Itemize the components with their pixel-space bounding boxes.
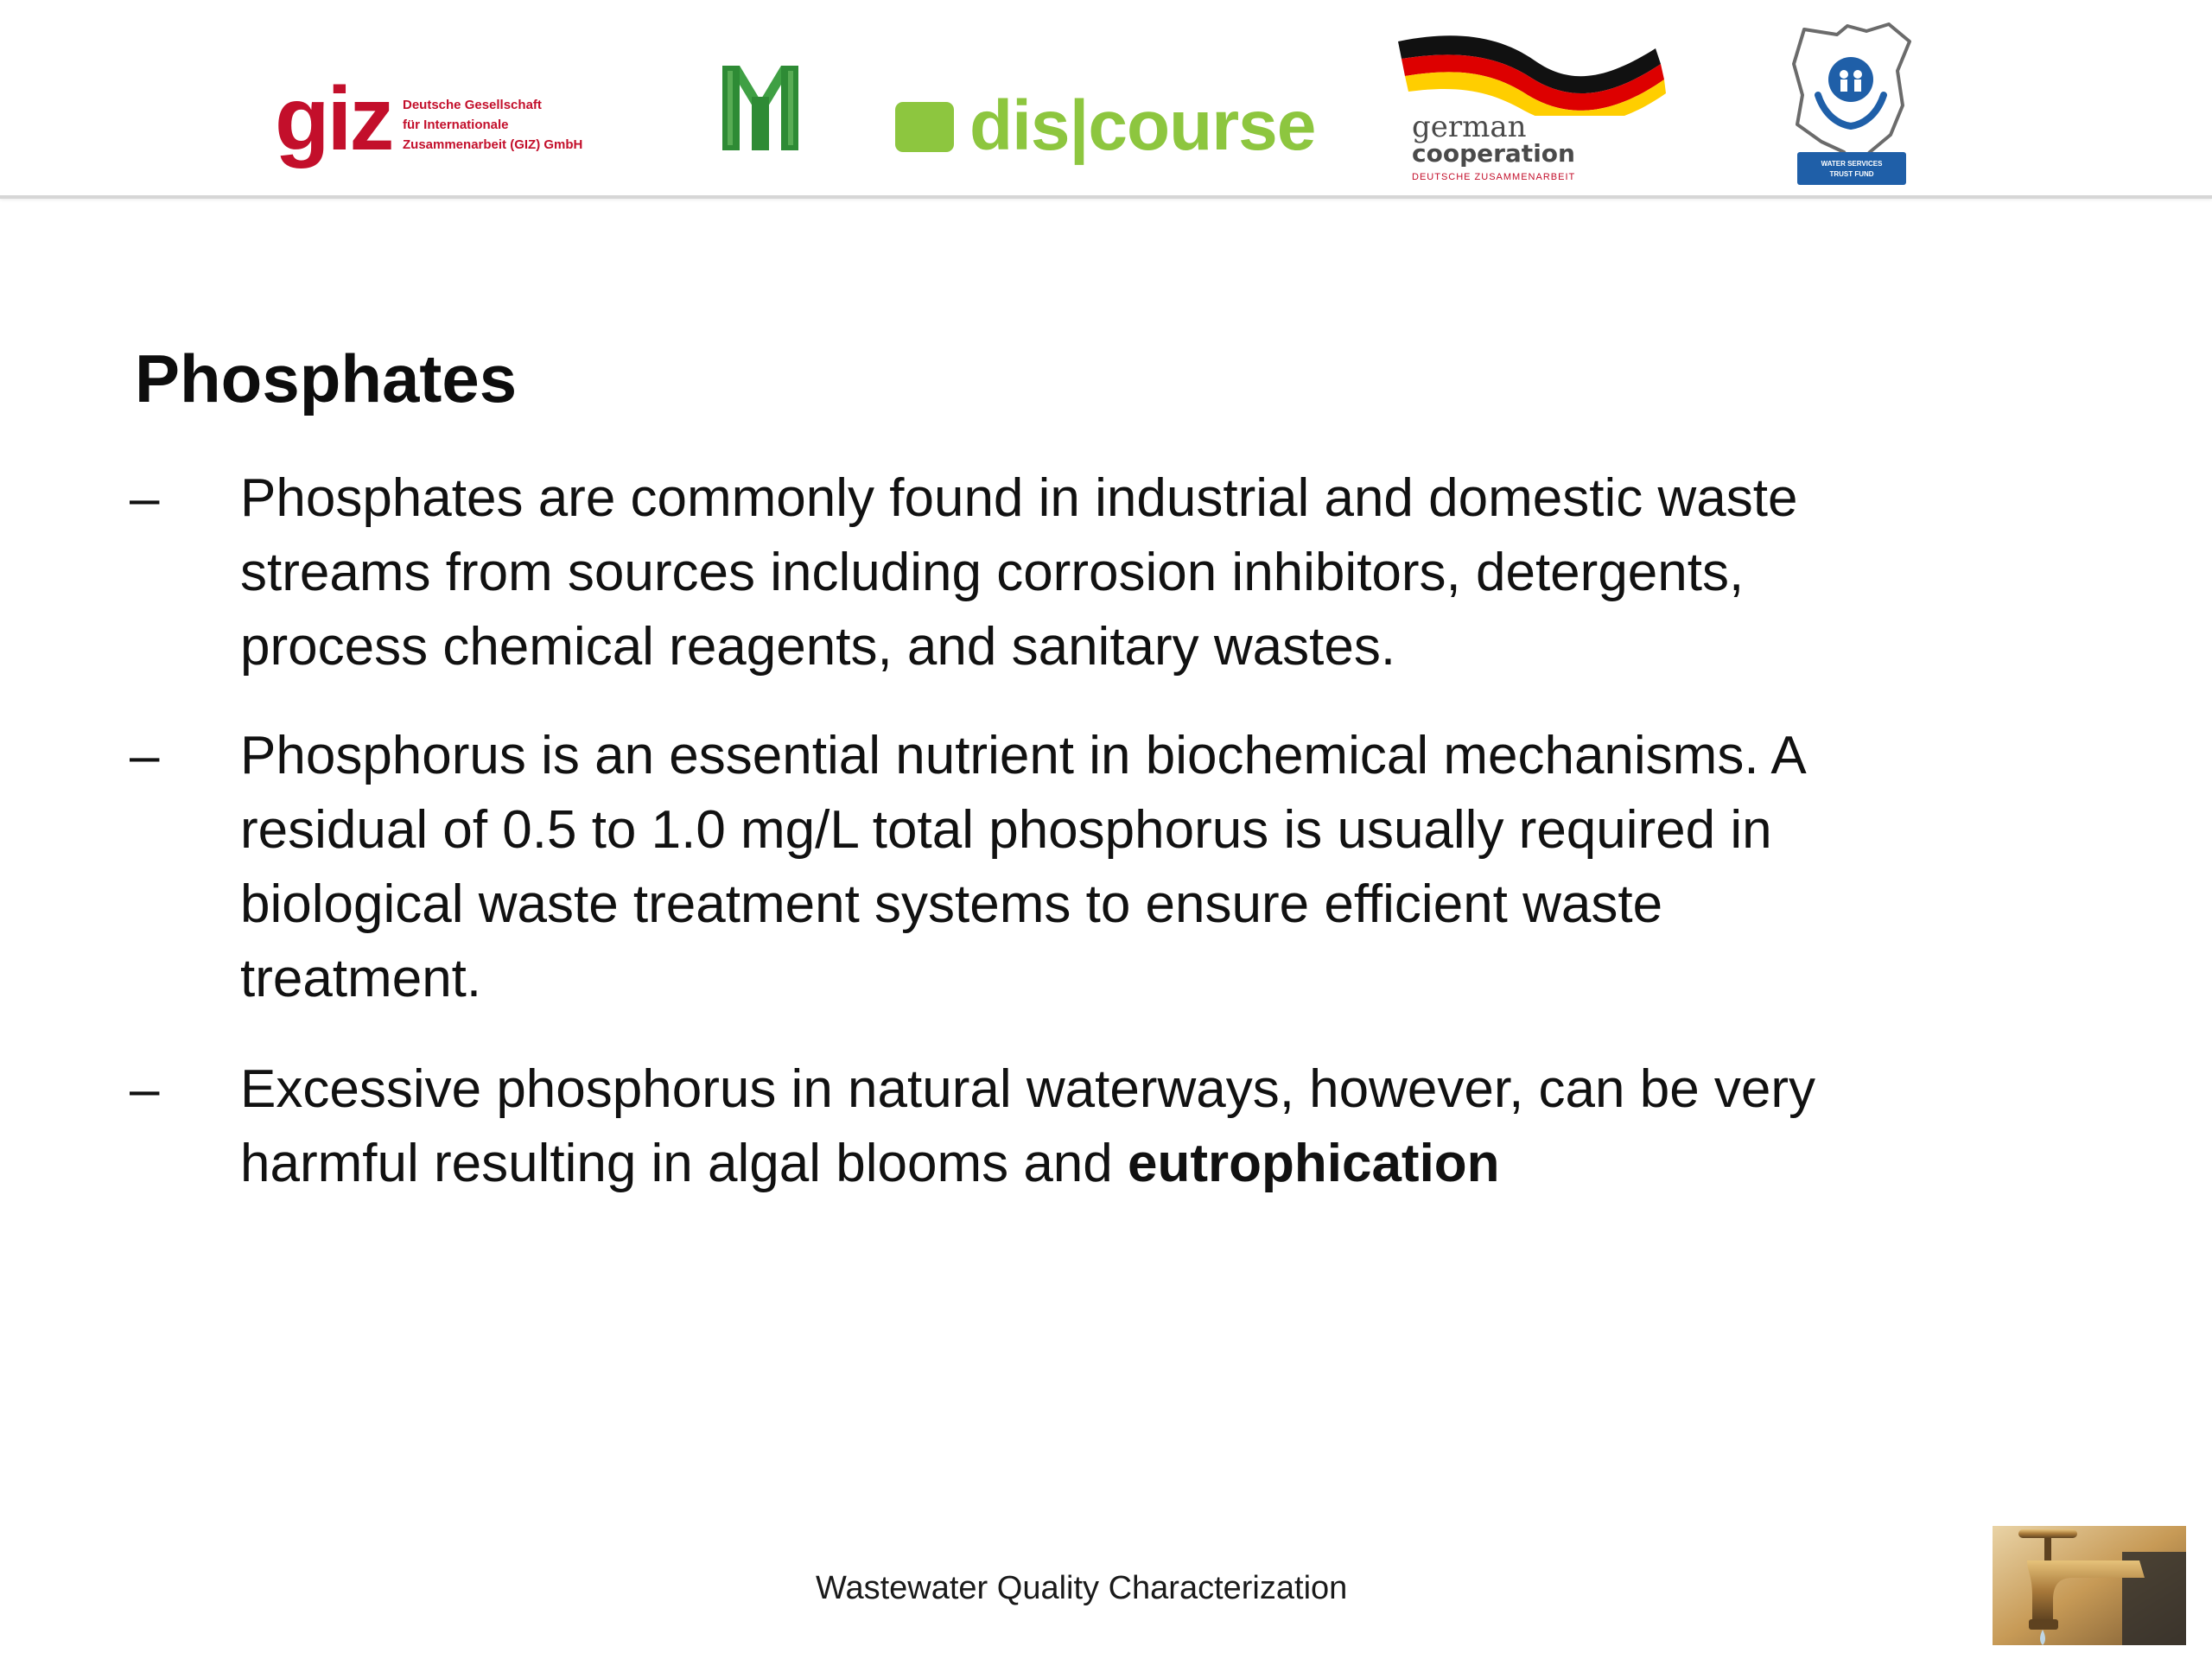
giz-line: für Internationale (403, 118, 509, 132)
discourse-logo (895, 83, 1316, 169)
bullet-line: residual of 0.5 to 1.0 mg/L total phosphorus is usually required in (240, 800, 1772, 860)
bullet-line (240, 1127, 2037, 1201)
slide-title: Phosphates (135, 340, 518, 416)
discourse-wordmark: dis|course (969, 86, 1316, 165)
bullet-marker: – (130, 1059, 160, 1119)
bullet-text (240, 1052, 2037, 1201)
giz-line: Deutsche Gesellschaft (403, 98, 542, 112)
german-cooperation-logo (1396, 29, 1673, 190)
bullet-marker: – (130, 468, 160, 528)
bullet-line: streams from sources including corrosion inhibitors, detergents, (240, 543, 1745, 602)
giz-line: Zusammenarbeit (GIZ) GmbH (403, 137, 583, 152)
footer-caption: Wastewater Quality Characterization (816, 1570, 1348, 1606)
water-tap-thumbnail (1993, 1526, 2186, 1645)
emphasis-term: eutrophication (1128, 1134, 1500, 1193)
german-cooperation-line: german (1412, 110, 1527, 144)
bullet-text (240, 461, 2037, 684)
bullet-line: process chemical reagents, and sanitary wastes. (240, 617, 1396, 677)
giz-organisation-name (403, 95, 627, 155)
bullet-line: biological waste treatment systems to ensure efficient waste (240, 874, 1663, 934)
logo-header (0, 0, 2212, 199)
bullet-line-segment: harmful resulting in algal blooms and (240, 1134, 1128, 1193)
discourse-square-icon (895, 102, 954, 152)
bullet-line: treatment. (240, 949, 482, 1008)
giz-logo (275, 69, 620, 175)
bullet-marker: – (130, 726, 160, 785)
m-logo (722, 62, 798, 152)
german-cooperation-line: DEUTSCHE ZUSAMMENARBEIT (1412, 172, 1576, 182)
bullet-line: Phosphorus is an essential nutrient in biochemical mechanisms. A (240, 726, 1807, 785)
m-logo-icon (722, 62, 798, 152)
wstf-caption: WATER SERVICES (1821, 160, 1883, 168)
wstf-logo (1787, 22, 1916, 192)
bullet-text (240, 719, 2037, 1016)
bullet-line: Excessive phosphorus in natural waterways, however, can be very (240, 1059, 1816, 1119)
german-cooperation-line: cooperation (1412, 139, 1575, 168)
water-tap-icon (1993, 1526, 2186, 1645)
giz-wordmark: giz (275, 69, 392, 169)
wstf-caption: TRUST FUND (1829, 170, 1874, 178)
bullet-line: Phosphates are commonly found in industrial and domestic waste (240, 468, 1798, 528)
german-flag-ribbon-icon (1396, 29, 1673, 116)
